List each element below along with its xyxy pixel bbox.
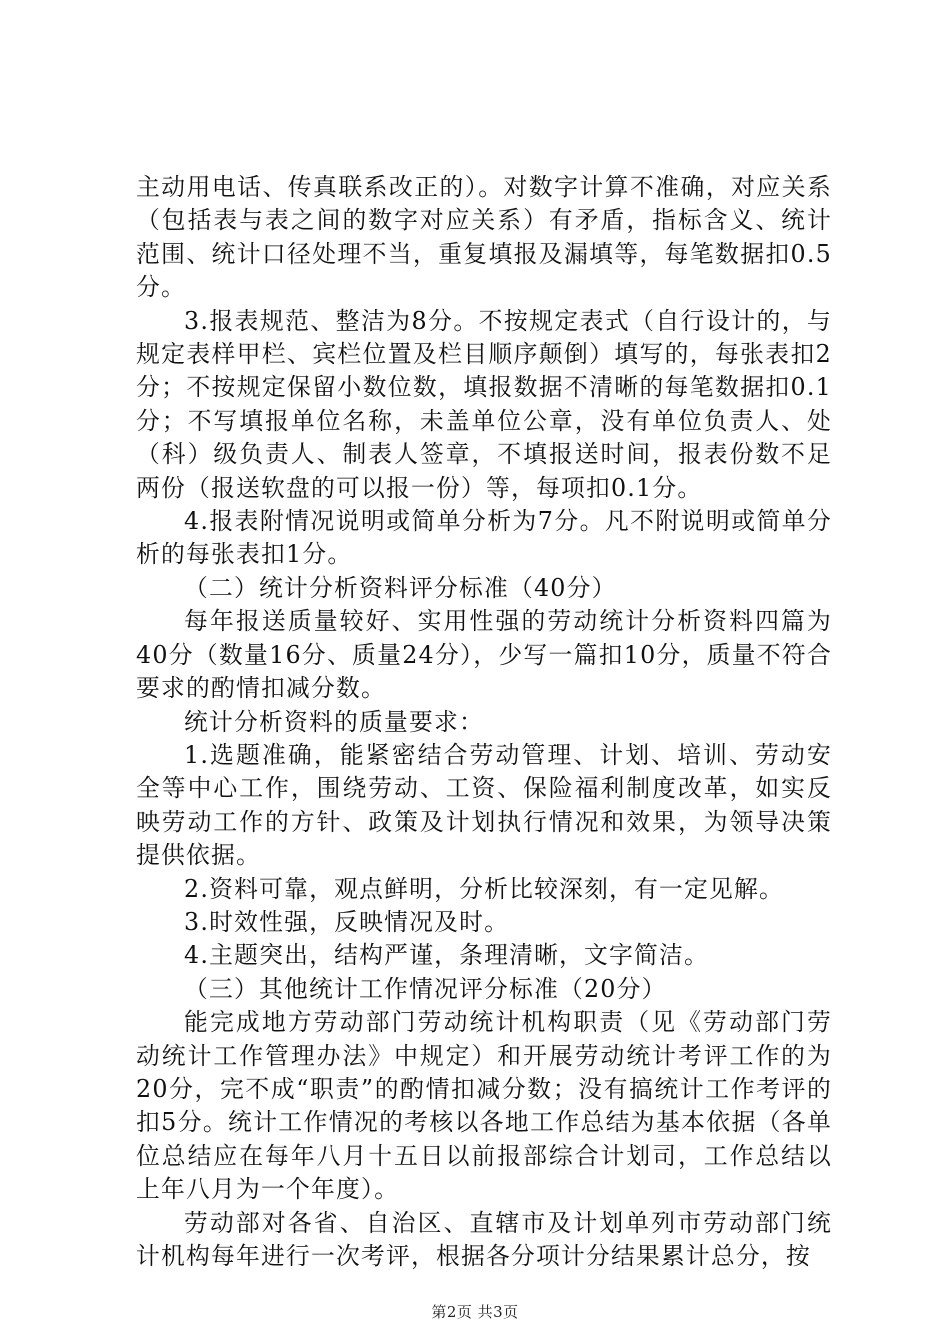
paragraph-item-4: 4.报表附情况说明或简单分析为7分。凡不附说明或简单分析的每张表扣1分。 xyxy=(136,507,832,569)
page-footer xyxy=(0,1302,950,1322)
paragraph-continuation: 主动用电话、传真联系改正的）。对数字计算不准确，对应关系（包括表与表之间的数字对应关系）有矛盾，指标含义、统计范围、统计口径处理不当，重复填报及漏填等，每笔数据扣0.5分。 xyxy=(136,173,832,302)
paragraph-analysis-intro: 每年报送质量较好、实用性强的劳动统计分析资料四篇为40分（数量16分、质量24分），少写一篇扣10分，质量不符合要求的酌情扣减分数。 xyxy=(136,607,832,703)
paragraph-annual-review: 劳动部对各省、自治区、直辖市及计划单列市劳动部门统计机构每年进行一次考评，根据各分项计分结果累计总分，按 xyxy=(136,1208,832,1270)
section-heading-3: （三）其他统计工作情况评分标准（20分） xyxy=(184,974,667,1003)
paragraph-quality-requirements: 统计分析资料的质量要求： xyxy=(184,707,484,736)
page-number-label: 第2页 共3页 xyxy=(431,1303,519,1321)
paragraph-requirement-1: 1.选题准确，能紧密结合劳动管理、计划、培训、劳动安全等中心工作，围绕劳动、工资、保险福利制度改革，如实反映劳动工作的方针、政策及计划执行情况和效果，为领导决策提供依据。 xyxy=(136,740,832,870)
paragraph-item-3: 3.报表规范、整洁为8分。不按规定表式（自行设计的，与规定表样甲栏、宾栏位置及栏目顺序颠倒）填写的，每张表扣2分；不按规定保留小数位数，填报数据不清晰的每笔数据扣0.1分；不写填报单位名称，未盖单位公章，没有单位负责人、处（科）级负责人、制表人签章，不填报送时间，报表份数不足两份（报送软盘的可以报一份）等，每项扣0.1分。 xyxy=(136,306,832,502)
paragraph-requirement-4: 4.主题突出，结构严谨，条理清晰，文字简洁。 xyxy=(184,941,710,970)
document-body xyxy=(136,171,832,1273)
section-heading-2: （二）统计分析资料评分标准（40分） xyxy=(184,573,617,602)
paragraph-requirement-2: 2.资料可靠，观点鲜明，分析比较深刻，有一定见解。 xyxy=(184,874,785,903)
paragraph-other-work: 能完成地方劳动部门劳动统计机构职责（见《劳动部门劳动统计工作管理办法》中规定）和开展劳动统计考评工作的为20分，完不成“职责”的酌情扣减分数；没有搞统计工作考评的扣5分。统计工作情况的考核以各地工作总结为基本依据（各单位总结应在每年八月十五日以前报部综合计划司，工作总结以上年八月为一个年度）。 xyxy=(136,1008,832,1204)
paragraph-requirement-3: 3.时效性强，反映情况及时。 xyxy=(184,907,510,936)
